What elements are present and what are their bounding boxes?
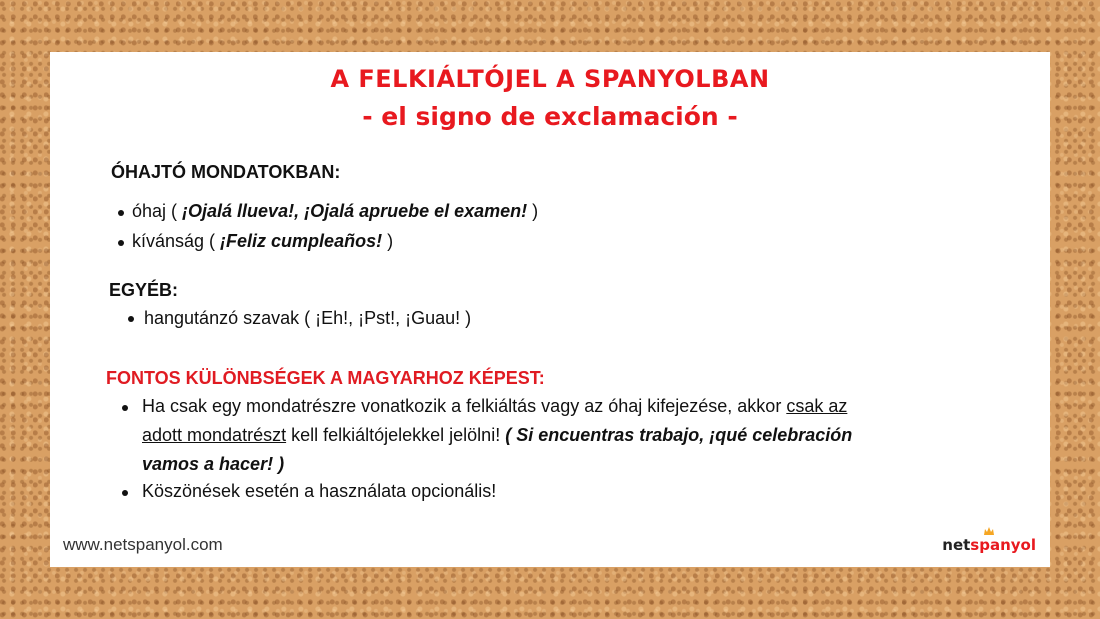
item-text: Ha csak egy mondatrészre vonatkozik a felkiáltás vagy az óhaj kifejezése, akkor [142, 396, 787, 416]
section-heading-ohajto: ÓHAJTÓ MONDATOKBAN: [111, 162, 341, 182]
list-item-kivansag [132, 227, 393, 256]
page-subtitle: - el signo de exclamación - [362, 102, 738, 131]
bullet [118, 240, 124, 246]
item-line [142, 450, 1022, 479]
netspanyol-logo: net spanyol [942, 536, 1036, 554]
website-url[interactable]: www.netspanyol.com [63, 535, 223, 554]
list-item-ohaj [132, 197, 538, 226]
bullet [122, 405, 128, 411]
list-item-mondatresz [142, 392, 1022, 479]
list-item-koszonesek: Köszönések esetén a használata opcionális! [142, 481, 497, 501]
item-text: óhaj ( [132, 201, 183, 221]
item-text: ) [527, 201, 539, 221]
page-title: A FELKIÁLTÓJEL A SPANYOLBAN [330, 65, 770, 93]
section-heading-fontos: FONTOS KÜLÖNBSÉGEK A MAGYARHOZ KÉPEST: [106, 368, 545, 388]
section-heading-egyeb: EGYÉB: [109, 280, 179, 300]
list-item-hangutanzo: hangutánzó szavak ( ¡Eh!, ¡Pst!, ¡Guau! ) [144, 308, 472, 328]
bullet [122, 490, 128, 496]
bullet [128, 316, 134, 322]
content-card [50, 52, 1050, 567]
bullet [118, 210, 124, 216]
item-underlined: csak az [786, 396, 848, 416]
item-example: ( Si encuentras trabajo, ¡qué celebración [505, 425, 853, 445]
item-text: kívánság ( [132, 231, 221, 251]
crown-icon [984, 527, 994, 535]
item-line [142, 421, 1022, 450]
item-text: ) [382, 231, 394, 251]
item-text: kell felkiáltójelekkel jelölni! [286, 425, 506, 445]
item-example: vamos a hacer! ) [142, 454, 285, 474]
item-example: ¡Ojalá llueva!, ¡Ojalá apruebe el examen! [182, 201, 528, 221]
item-line [142, 392, 1022, 421]
item-example: ¡Feliz cumpleaños! [220, 231, 383, 251]
item-underlined: adott mondatrészt [142, 425, 287, 445]
